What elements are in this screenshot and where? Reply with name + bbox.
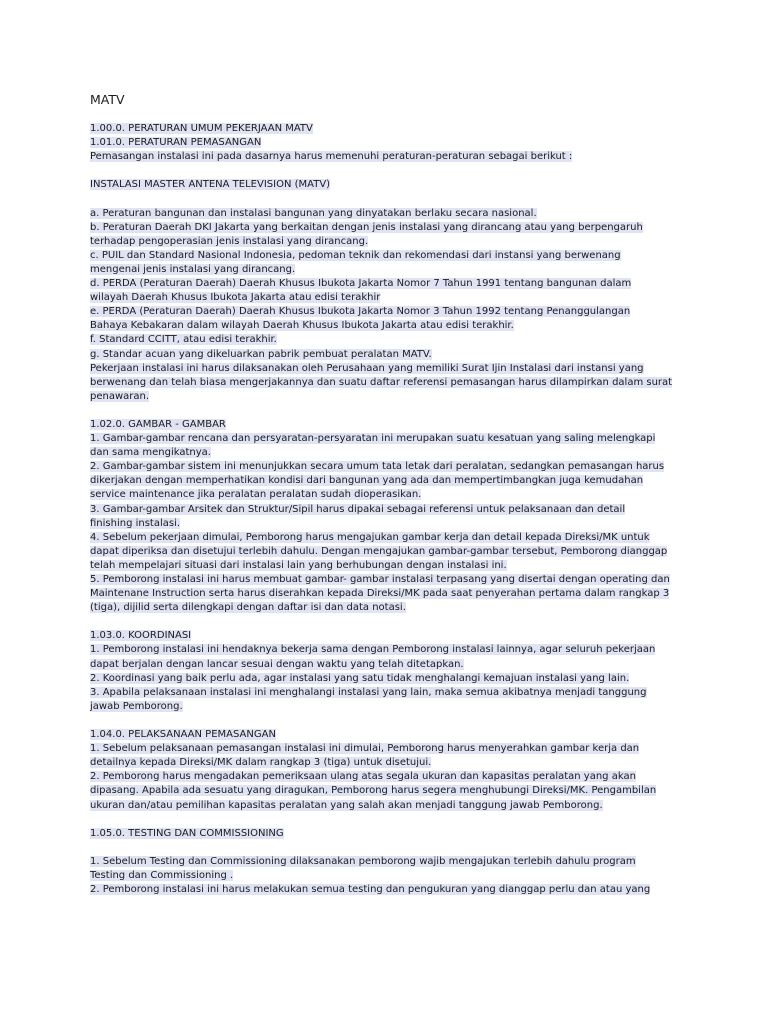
text-line xyxy=(90,432,690,446)
text-line-content: 1. Sebelum pelaksanaan pemasangan instalasi ini dimulai, Pemborong harus menyerahkan gambar kerja dan xyxy=(90,743,640,755)
text-line-content: dikerjakan dengan memperhatikan kondisi dari bangunan yang ada dan mempertimbangkan juga kemudahan xyxy=(90,475,644,487)
text-line xyxy=(90,756,690,770)
text-line xyxy=(90,643,690,657)
text-line xyxy=(90,559,690,573)
blank-line xyxy=(90,841,690,855)
text-line xyxy=(90,178,690,192)
text-line-content: 2. Pemborong instalasi ini harus melakukan semua testing dan pengukuran yang dianggap perlu dan atau yang xyxy=(90,884,651,896)
text-line xyxy=(90,150,690,164)
text-line xyxy=(90,319,690,333)
text-line-content: 2. Koordinasi yang baik perlu ada, agar instalasi yang satu tidak menghalangi kemajuan instalasi yang lain. xyxy=(90,672,630,684)
text-line xyxy=(90,770,690,784)
text-line xyxy=(90,742,690,756)
blank-line xyxy=(90,615,690,629)
text-line-content: dapat berjalan dengan lancar sesuai dengan waktu yang telah ditetapkan. xyxy=(90,658,464,670)
text-line-content: ukuran dan/atau pemilihan kapasitas peralatan yang salah akan menjadi tanggung jawab Pemborong. xyxy=(90,799,603,811)
text-line xyxy=(90,122,690,136)
text-line xyxy=(90,333,690,347)
text-line xyxy=(90,784,690,798)
blank-line xyxy=(90,813,690,827)
text-line xyxy=(90,587,690,601)
text-line xyxy=(90,531,690,545)
text-line-content: 1.01.0. PERATURAN PEMASANGAN xyxy=(90,137,262,149)
text-line-content: finishing instalasi. xyxy=(90,517,181,529)
text-line-content: c. PUIL dan Standard Nasional Indonesia, pedoman teknik dan rekomendasi dari instansi yang berwenang xyxy=(90,249,621,261)
text-line xyxy=(90,503,690,517)
text-line-content: Maintenane Instruction serta harus diserahkan kepada Direksi/MK pada saat penyerahan pertama dalam rangkap 3 xyxy=(90,588,670,600)
text-line xyxy=(90,474,690,488)
text-line-content: Bahaya Kebakaran dalam wilayah Daerah Khusus Ibukota Jakarta atau edisi terakhir. xyxy=(90,320,514,332)
document-page xyxy=(90,92,690,897)
text-line xyxy=(90,545,690,559)
text-line xyxy=(90,517,690,531)
text-line-content: penawaran. xyxy=(90,390,150,402)
text-line-content: INSTALASI MASTER ANTENA TELEVISION (MATV) xyxy=(90,179,331,191)
text-line-content: 1.04.0. PELAKSANAAN PEMASANGAN xyxy=(90,729,276,741)
text-line xyxy=(90,686,690,700)
text-line xyxy=(90,855,690,869)
text-line xyxy=(90,249,690,263)
text-line xyxy=(90,799,690,813)
text-line xyxy=(90,348,690,362)
text-line xyxy=(90,221,690,235)
text-line-content: mengenai jenis instalasi yang dirancang. xyxy=(90,263,296,275)
blank-line xyxy=(90,404,690,418)
blank-line xyxy=(90,714,690,728)
text-line xyxy=(90,446,690,460)
text-line xyxy=(90,672,690,686)
text-line-content: g. Standar acuan yang dikeluarkan pabrik pembuat peralatan MATV. xyxy=(90,348,432,360)
text-line xyxy=(90,728,690,742)
text-line xyxy=(90,305,690,319)
text-line xyxy=(90,376,690,390)
text-line-content: wilayah Daerah Khusus Ibukota Jakarta atau edisi terakhir xyxy=(90,292,381,304)
text-line-content: Pemasangan instalasi ini pada dasarnya harus memenuhi peraturan-peraturan sebagai berikut : xyxy=(90,151,573,163)
text-line-content: 1.00.0. PERATURAN UMUM PEKERJAAN MATV xyxy=(90,123,313,134)
text-line-content: 2. Pemborong harus mengadakan pemeriksaan ulang atas segala ukuran dan kapasitas peralatan yang akan xyxy=(90,771,636,783)
text-line-content: b. Peraturan Daerah DKI Jakarta yang berkaitan dengan jenis instalasi yang dirancang atau yang berpengaruh xyxy=(90,221,643,233)
text-line xyxy=(90,418,690,432)
text-line xyxy=(90,658,690,672)
text-line xyxy=(90,277,690,291)
text-line xyxy=(90,136,690,150)
text-line xyxy=(90,869,690,883)
text-line-content: service maintenance jika peralatan peralatan sudah dioperasikan. xyxy=(90,489,422,501)
text-line-content: Testing dan Commissioning . xyxy=(90,869,234,881)
document-title: MATV xyxy=(90,92,125,107)
text-line-content: d. PERDA (Peraturan Daerah) Daerah Khusus Ibukota Jakarta Nomor 7 Tahun 1991 tentang bangunan dalam xyxy=(90,278,632,290)
text-line-content: 1.03.0. KOORDINASI xyxy=(90,630,192,642)
text-line-content: terhadap pengoperasian jenis instalasi yang dirancang. xyxy=(90,235,369,247)
text-line-content: detailnya kepada Direksi/MK dalam rangkap 3 (tiga) untuk disetujui. xyxy=(90,757,432,769)
text-line-content: 1. Sebelum Testing dan Commissioning dilaksanakan pemborong wajib mengajukan terlebih dahulu program xyxy=(90,855,636,867)
text-line xyxy=(90,488,690,502)
text-line-content: a. Peraturan bangunan dan instalasi bangunan yang dinyatakan berlaku secara nasional. xyxy=(90,207,537,219)
blank-line xyxy=(90,164,690,178)
text-line xyxy=(90,390,690,404)
text-line xyxy=(90,700,690,714)
text-line-content: (tiga), dijilid serta dilengkapi dengan daftar isi dan data notasi. xyxy=(90,602,406,614)
text-line xyxy=(90,207,690,221)
text-line xyxy=(90,362,690,376)
text-line-content: dipasang. Apabila ada sesuatu yang diragukan, Pemborong harus segera menghubungi Direksi/MK. Pengambilan xyxy=(90,785,657,797)
text-line-content: 4. Sebelum pekerjaan dimulai, Pemborong harus mengajukan gambar kerja dan detail kepada Direksi/MK untuk xyxy=(90,531,650,543)
text-line xyxy=(90,460,690,474)
text-line-content: 5. Pemborong instalasi ini harus membuat gambar- gambar instalasi terpasang yang disertai dengan operating dan xyxy=(90,574,670,585)
blank-line xyxy=(90,192,690,206)
text-line-content: Pekerjaan instalasi ini harus dilaksanakan oleh Perusahaan yang memiliki Surat Ijin Instalasi dari instansi yang xyxy=(90,362,644,374)
text-line xyxy=(90,883,690,897)
text-line xyxy=(90,601,690,615)
text-line xyxy=(90,573,690,587)
text-line-content: berwenang dan telah biasa mengerjakannya dan suatu daftar referensi pemasangan harus dilampirkan dalam surat xyxy=(90,376,673,388)
text-line-content: telah mempelajari situasi dari instalasi lain yang berhubungan dengan instalasi ini. xyxy=(90,559,507,571)
text-line-content: 1. Pemborong instalasi ini hendaknya bekerja sama dengan Pemborong instalasi lainnya, agar seluruh pekerjaan xyxy=(90,644,656,656)
text-line xyxy=(90,263,690,277)
text-line xyxy=(90,235,690,249)
text-line-content: 1.05.0. TESTING DAN COMMISSIONING xyxy=(90,827,284,839)
text-line-content: 3. Apabila pelaksanaan instalasi ini menghalangi instalasi yang lain, maka semua akibatnya menjadi tanggung xyxy=(90,686,647,698)
text-line-content: 3. Gambar-gambar Arsitek dan Struktur/Sipil harus dipakai sebagai referensi untuk pelaksanaan dan detail xyxy=(90,503,626,515)
text-line-content: f. Standard CCITT, atau edisi terakhir. xyxy=(90,334,277,346)
text-line-content: e. PERDA (Peraturan Daerah) Daerah Khusus Ibukota Jakarta Nomor 3 Tahun 1992 tentang Penanggulangan xyxy=(90,306,631,318)
text-line-content: jawab Pemborong. xyxy=(90,700,183,712)
text-line-content: dapat diperiksa dan disetujui terlebih dahulu. Dengan mengajukan gambar-gambar tersebut, Pemborong dianggap xyxy=(90,545,668,557)
text-line xyxy=(90,827,690,841)
text-line xyxy=(90,291,690,305)
text-line-content: 2. Gambar-gambar sistem ini menunjukkan secara umum tata letak dari peralatan, sedangkan pemasangan harus xyxy=(90,461,665,473)
text-line xyxy=(90,629,690,643)
text-line-content: 1.02.0. GAMBAR - GAMBAR xyxy=(90,418,226,430)
text-line-content: dan sama mengikatnya. xyxy=(90,447,211,459)
text-line-content: 1. Gambar-gambar rencana dan persyaratan-persyaratan ini merupakan suatu kesatuan yang saling melengkapi xyxy=(90,433,656,445)
document-body xyxy=(90,122,690,897)
